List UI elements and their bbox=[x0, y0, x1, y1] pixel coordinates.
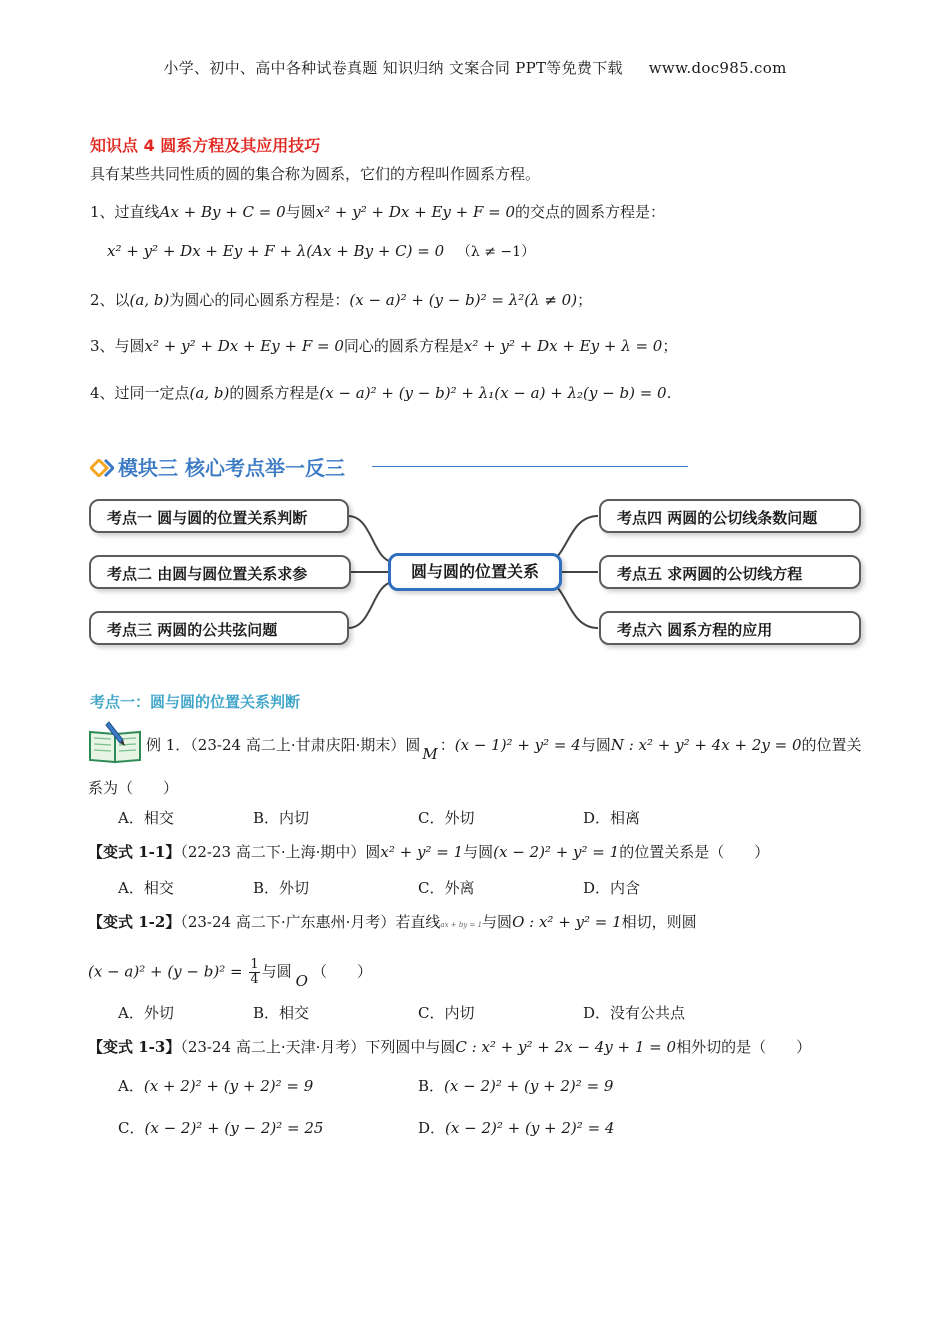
variant-1-2-line-2 bbox=[88, 957, 372, 990]
circle-equation: x² + y² + Dx + Ey + F = 0 bbox=[315, 203, 516, 221]
center-point: (a, b) bbox=[129, 291, 170, 309]
variant-1-2 bbox=[88, 912, 697, 935]
given-circle-equation: x² + y² + Dx + Ey + F = 0 bbox=[144, 337, 344, 355]
fixed-point: (a, b) bbox=[189, 384, 230, 402]
variant-1-3-tag: 【变式 1-3】 bbox=[88, 1038, 181, 1056]
v13-option-c[interactable] bbox=[118, 1117, 323, 1138]
v11-option-a[interactable]: A．相交 bbox=[118, 879, 174, 897]
v11-option-b[interactable]: B．外切 bbox=[253, 879, 310, 897]
example-1 bbox=[146, 735, 862, 763]
kp4-title: 知识点 4 圆系方程及其应用技巧 bbox=[90, 136, 321, 155]
concentric-family-equation: x² + y² + Dx + Ey + λ = 0 bbox=[463, 337, 663, 355]
mindmap-node-kd2[interactable]: 考点二 由圆与圆位置关系求参 bbox=[89, 555, 351, 589]
example-1-colon: ： bbox=[439, 736, 455, 754]
mindmap-node-kd4[interactable]: 考点四 两圆的公切线条数问题 bbox=[599, 499, 861, 533]
circle-c-equation: C : x² + y² + 2x − 4y + 1 = 0 bbox=[455, 1038, 677, 1056]
example-1-suffix: 的位置关 bbox=[801, 736, 862, 754]
line-equation: Ax + By + C = 0 bbox=[159, 203, 286, 221]
kp4-item-3-mid: 同心的圆系方程是 bbox=[343, 337, 464, 355]
variant-1-3 bbox=[88, 1037, 811, 1057]
kp4-item-1-mid: 与圆 bbox=[285, 203, 316, 221]
fraction-numerator: 1 bbox=[250, 957, 259, 972]
fraction-denominator: 4 bbox=[250, 972, 259, 987]
module-banner-text: 模块三 核心考点举一反三 bbox=[118, 456, 345, 480]
mindmap-node-kd5[interactable]: 考点五 求两圆的公切线方程 bbox=[599, 555, 861, 589]
v13-option-a[interactable] bbox=[118, 1075, 313, 1096]
variant-1-2-mid: 与圆 bbox=[482, 913, 513, 931]
ex1-option-c[interactable]: C．外切 bbox=[418, 809, 475, 827]
variant-1-1-prefix: （22-23 高二下·上海·期中）圆 bbox=[180, 843, 381, 861]
circle-o-label: O bbox=[295, 971, 308, 990]
section-title-kd1: 考点一：圆与圆的位置关系判断 bbox=[90, 693, 301, 711]
example-1-line-2: 系为（ ） bbox=[88, 779, 179, 797]
kp4-item-4-suffix: . bbox=[666, 384, 672, 402]
variant-1-1-tag: 【变式 1-1】 bbox=[88, 843, 181, 861]
kp4-item-2-mid: 为圆心的同心圆系方程是： bbox=[169, 291, 350, 309]
v12-option-d[interactable]: D．没有公共点 bbox=[583, 1004, 686, 1022]
kp4-item-1-suffix: 的交点的圆系方程是： bbox=[515, 203, 666, 221]
variant-1-1 bbox=[88, 842, 769, 862]
v13-option-a-equation: (x + 2)² + (y + 2)² = 9 bbox=[143, 1077, 314, 1095]
v13-option-d-label: D． bbox=[418, 1119, 446, 1137]
variant-1-3-prefix: （23-24 高二上·天津·月考）下列圆中与圆 bbox=[180, 1038, 456, 1056]
v13-option-b-equation: (x − 2)² + (y + 2)² = 9 bbox=[444, 1077, 614, 1095]
variant-1-2-line-2-mid: 与圆 bbox=[261, 962, 292, 981]
v12-option-b[interactable]: B．相交 bbox=[253, 1004, 310, 1022]
tangent-line-equation: ax + by = 1 bbox=[440, 921, 483, 929]
v13-option-b[interactable] bbox=[418, 1075, 613, 1096]
book-pencil-icon bbox=[87, 718, 145, 768]
v12-option-c[interactable]: C．内切 bbox=[418, 1004, 475, 1022]
v13-option-d-equation: (x − 2)² + (y + 2)² = 4 bbox=[445, 1119, 615, 1137]
circle-family-equation: x² + y² + Dx + Ey + F + λ(Ax + By + C) = 0 bbox=[107, 242, 445, 260]
variant-1-1-mid: 与圆 bbox=[463, 843, 494, 861]
kp4-item-3-suffix: ； bbox=[662, 337, 678, 355]
variant-1-3-suffix: 相外切的是（ ） bbox=[676, 1038, 812, 1056]
concentric-equation: (x − a)² + (y − b)² = λ²(λ ≠ 0) bbox=[349, 291, 578, 309]
v13-option-b-label: B． bbox=[418, 1077, 445, 1095]
kp4-item-1-prefix: 1、过直线 bbox=[90, 203, 160, 221]
variant-1-2-tag: 【变式 1-2】 bbox=[88, 913, 181, 931]
ex1-option-a[interactable]: A．相交 bbox=[118, 809, 174, 827]
circle-n-equation: N : x² + y² + 4x + 2y = 0 bbox=[610, 736, 802, 754]
v11-option-c[interactable]: C．外离 bbox=[418, 879, 475, 897]
mindmap-node-kd6[interactable]: 考点六 圆系方程的应用 bbox=[599, 611, 861, 645]
variant-1-2-prefix: （23-24 高二下·广东惠州·月考）若直线 bbox=[180, 913, 441, 931]
circle-m-label: M bbox=[422, 745, 438, 763]
example-1-prefix: 例 1．（23-24 高二上·甘肃庆阳·期末）圆 bbox=[146, 736, 421, 754]
ex1-option-d[interactable]: D．相离 bbox=[583, 809, 641, 827]
kp4-item-4-prefix: 4、过同一定点 bbox=[90, 384, 190, 402]
fraction-one-quarter bbox=[249, 958, 259, 987]
kp4-item-2-suffix: ； bbox=[577, 291, 593, 309]
variant-1-2-suffix: 相切，则圆 bbox=[621, 913, 697, 931]
mindmap-node-kd3[interactable]: 考点三 两圆的公共弦问题 bbox=[89, 611, 349, 645]
kp4-item-2-prefix: 2、以 bbox=[90, 291, 130, 309]
v12-option-a[interactable]: A．外切 bbox=[118, 1004, 174, 1022]
circle-o-equation: O : x² + y² = 1 bbox=[512, 913, 622, 931]
mindmap-center-node[interactable]: 圆与圆的位置关系 bbox=[388, 553, 562, 591]
ex1-option-b[interactable]: B．内切 bbox=[253, 809, 310, 827]
v13-option-c-label: C． bbox=[118, 1119, 145, 1137]
circle-m-equation: (x − 1)² + y² = 4 bbox=[454, 736, 581, 754]
header-left-text: 小学、初中、高中各种试卷真题 知识归纳 文案合同 PPT等免费下载 bbox=[163, 59, 623, 77]
kp4-item-4-mid: 的圆系方程是 bbox=[229, 384, 320, 402]
mindmap-node-kd1[interactable]: 考点一 圆与圆的位置关系判断 bbox=[89, 499, 349, 533]
v13-option-a-label: A． bbox=[118, 1077, 144, 1095]
point-family-equation: (x − a)² + (y − b)² + λ₁(x − a) + λ₂(y − b) = 0 bbox=[319, 384, 667, 402]
circle-ab-equation: (x − a)² + (y − b)² = bbox=[88, 962, 243, 981]
example-1-mid: 与圆 bbox=[580, 736, 611, 754]
v13-option-d[interactable] bbox=[418, 1117, 614, 1138]
kp4-intro: 具有某些共同性质的圆的集合称为圆系，它们的方程叫作圆系方程。 bbox=[90, 165, 541, 183]
unit-circle-equation: x² + y² = 1 bbox=[380, 843, 464, 861]
lambda-condition: （λ ≠ −1） bbox=[456, 244, 536, 260]
variant-1-1-suffix: 的位置关系是（ ） bbox=[619, 843, 770, 861]
header-url[interactable]: www.doc985.com bbox=[648, 59, 787, 77]
v11-option-d[interactable]: D．内含 bbox=[583, 879, 641, 897]
shifted-circle-equation: (x − 2)² + y² = 1 bbox=[493, 843, 620, 861]
variant-1-2-line-2-suffix: （ ） bbox=[311, 962, 372, 981]
kp4-item-3-prefix: 3、与圆 bbox=[90, 337, 145, 355]
v13-option-c-equation: (x − 2)² + (y − 2)² = 25 bbox=[144, 1119, 324, 1137]
